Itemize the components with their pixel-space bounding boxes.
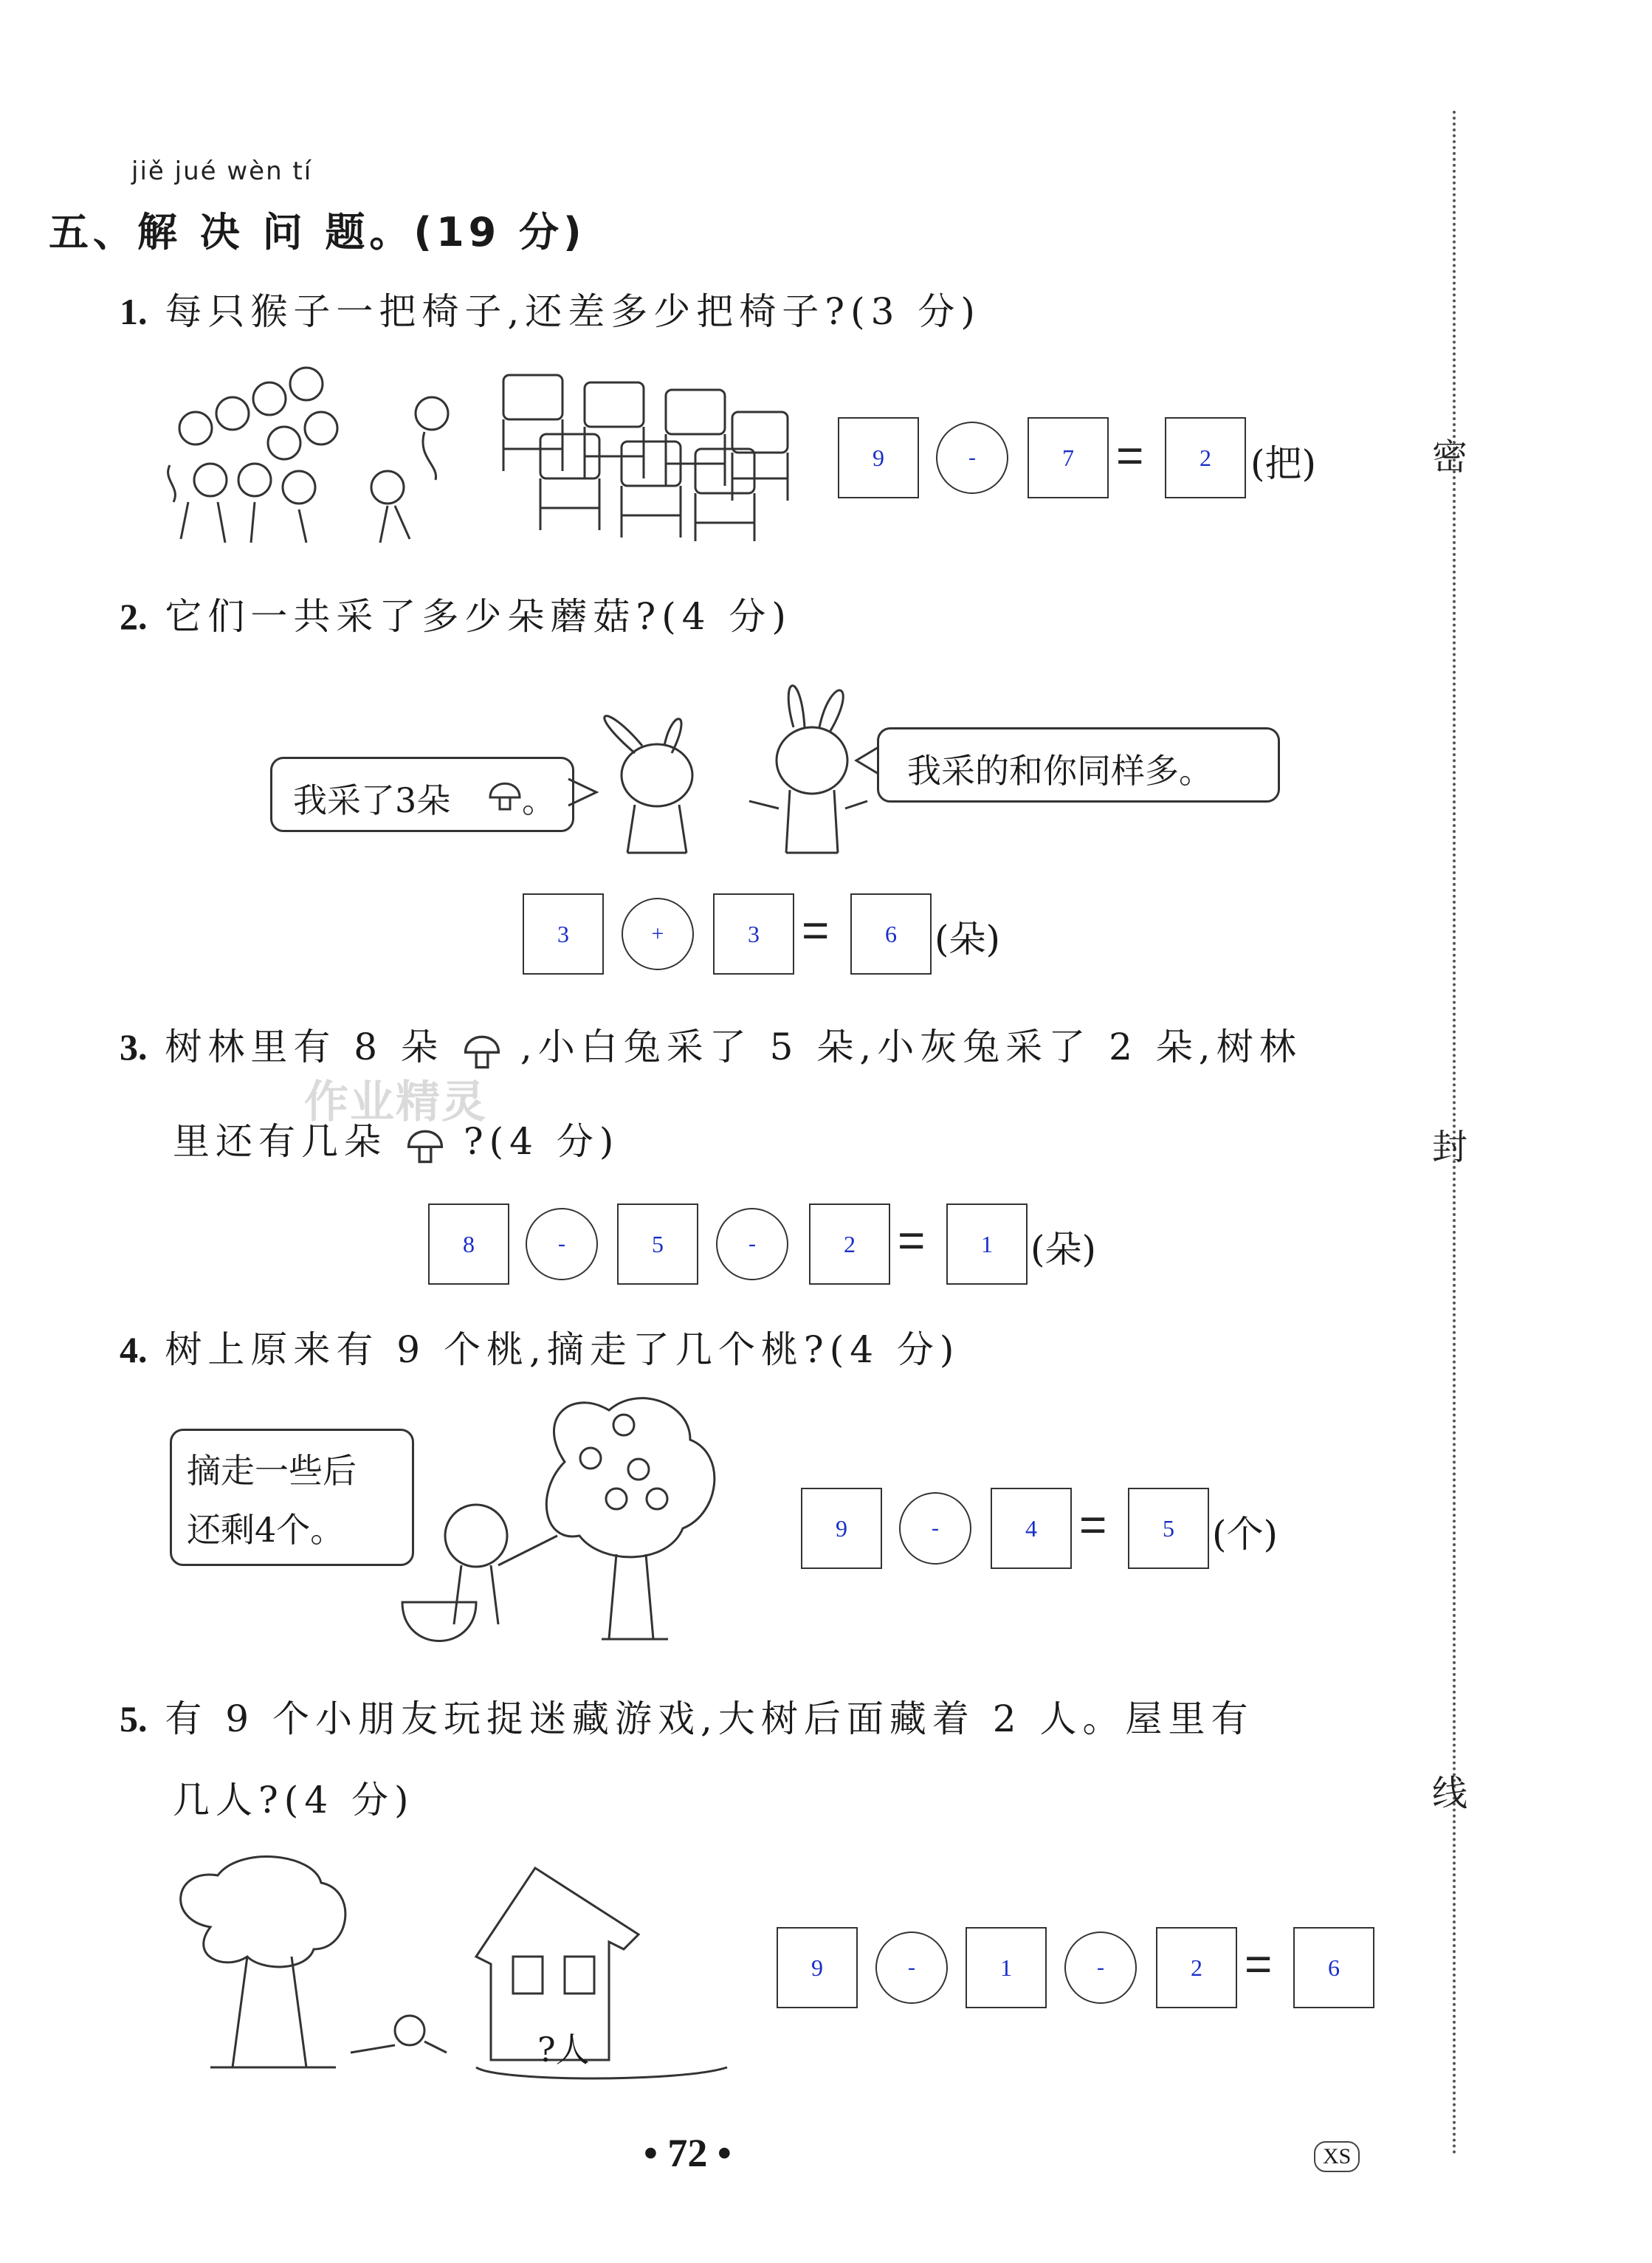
question-number: 3. [120,1026,148,1068]
answer-box[interactable]: 3 [523,893,604,975]
result-box[interactable]: 2 [1165,417,1246,498]
side-label-xian: 线 [1432,1773,1468,1814]
result-box[interactable]: 1 [946,1203,1028,1285]
answer-box[interactable]: 2 [1156,1927,1237,2008]
operator-circle[interactable]: - [1064,1931,1137,2004]
mushroom-icon [461,1029,503,1071]
question-number: 2. [120,596,148,637]
unit-label: (个) [1212,1513,1278,1556]
edition-code: XS [1314,2141,1360,2172]
unit-label: (朵) [935,918,1001,961]
question-text: 树上原来有 9 个桃,摘走了几个桃?(4 分) [165,1328,960,1371]
answer-box[interactable]: 7 [1028,417,1109,498]
speech-bubble: 摘走一些后 还剩4个。 [170,1429,414,1566]
answer-box[interactable]: 9 [777,1927,858,2008]
question-5-line-2: 几人?(4 分) [173,1779,415,1821]
bubble-tail [856,747,880,777]
answer-box[interactable]: 8 [428,1203,509,1285]
rabbit-right-illustration [749,668,867,860]
tree-house-illustration [166,1853,742,2082]
equals-sign: = [898,1214,926,1267]
speech-bubble-right: 我采的和你同样多。 [877,727,1280,803]
question-number: 5. [120,1698,148,1740]
watermark: 作业精灵 [304,1076,487,1128]
answer-box[interactable]: 4 [991,1488,1072,1569]
answer-box[interactable]: 3 [713,893,794,975]
side-label-feng: 封 [1432,1127,1468,1168]
monkeys-illustration [166,354,476,554]
equals-sign: = [802,904,830,957]
chairs-illustration [496,368,791,545]
result-box[interactable]: 6 [850,893,932,975]
mushroom-icon [486,775,523,812]
question-number: 4. [120,1329,148,1370]
answer-box[interactable]: 1 [966,1927,1047,2008]
rabbit-left-illustration [591,694,716,856]
question-3-line-2: 里还有几朵 ?(4 分) [173,1112,619,1165]
question-text: 每只猴子一把椅子,还差多少把椅子?(3 分) [165,290,981,333]
question-5-line-1: 5. 有 9 个小朋友玩捉迷藏游戏,大树后面藏着 2 人。屋里有 [120,1697,1254,1740]
question-4 [120,1320,960,1373]
unit-label: (朵) [1030,1228,1097,1271]
operator-circle[interactable]: - [716,1208,788,1280]
section-pinyin: jiě jué wèn tí [131,157,313,186]
equals-sign: = [1116,429,1144,482]
answer-box[interactable]: 2 [809,1203,890,1285]
equals-sign: = [1245,1937,1273,1991]
operator-circle[interactable]: - [526,1208,598,1280]
question-text: 它们一共采了多少朵蘑菇?(4 分) [165,595,792,638]
result-box[interactable]: 6 [1293,1927,1374,2008]
operator-circle[interactable]: - [875,1931,948,2004]
question-number: 1. [120,291,148,332]
question-1 [120,282,981,335]
equals-sign: = [1079,1498,1107,1551]
page-number: • 72 • [644,2131,732,2175]
side-label-mi: 密 [1432,436,1468,478]
answer-box[interactable]: 5 [617,1203,698,1285]
result-box[interactable]: 5 [1128,1488,1209,1569]
operator-circle[interactable]: - [936,422,1008,494]
answer-box[interactable]: 9 [838,417,919,498]
section-title: 五、解 决 问 题。(19 分) [49,209,586,255]
operator-circle[interactable]: + [622,898,694,970]
answer-box[interactable]: 9 [801,1488,882,1569]
unit-label: (把) [1250,442,1317,485]
peach-tree-monkey-illustration [395,1388,757,1661]
house-label: ?人 [537,2030,590,2070]
speech-bubble-left: 我采了3朵 。 [270,757,574,832]
operator-circle[interactable]: - [899,1492,971,1565]
question-3-line-1: 3. 树林里有 8 朵 ,小白兔采了 5 朵,小灰兔采了 2 朵,树林 [120,1017,1302,1071]
question-2 [120,587,792,640]
